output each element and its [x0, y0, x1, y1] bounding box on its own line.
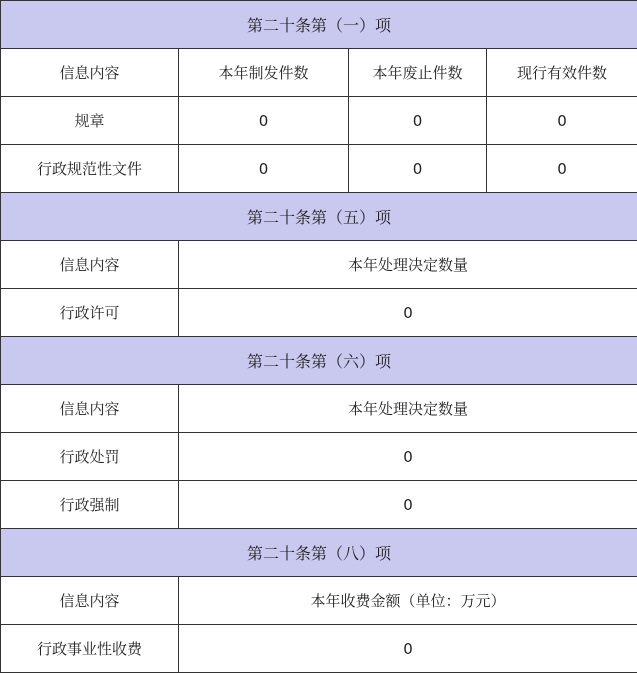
row-label: 行政强制: [1, 481, 179, 529]
row-label: 行政规范性文件: [1, 145, 179, 193]
column-header: 信息内容: [1, 385, 179, 433]
cell-value: 0: [179, 97, 349, 145]
cell-value: 0: [349, 97, 487, 145]
section-title: 第二十条第（六）项: [1, 337, 637, 385]
column-header: 现行有效件数: [487, 49, 637, 97]
row-label: 规章: [1, 97, 179, 145]
cell-value: 0: [487, 97, 637, 145]
section-header-8: [1, 529, 637, 577]
cell-value: 0: [179, 625, 637, 673]
column-header: 信息内容: [1, 577, 179, 625]
column-header: 信息内容: [1, 49, 179, 97]
column-header: 信息内容: [1, 241, 179, 289]
cell-value: 0: [179, 481, 637, 529]
column-header: 本年制发件数: [179, 49, 349, 97]
table-row: [1, 97, 637, 145]
row-label: 行政事业性收费: [1, 625, 179, 673]
column-header: 本年处理决定数量: [179, 241, 637, 289]
column-header: 本年处理决定数量: [179, 385, 637, 433]
table-row: [1, 145, 637, 193]
section-title: 第二十条第（八）项: [1, 529, 637, 577]
section-title: 第二十条第（一）项: [1, 1, 637, 49]
section-title: 第二十条第（五）项: [1, 193, 637, 241]
row-label: 行政许可: [1, 289, 179, 337]
section-header-6: [1, 337, 637, 385]
section-header-5: [1, 193, 637, 241]
table-row: [1, 433, 637, 481]
cell-value: 0: [349, 145, 487, 193]
table-row: [1, 481, 637, 529]
table-row: [1, 289, 637, 337]
cell-value: 0: [487, 145, 637, 193]
section-header-1: [1, 1, 637, 49]
cell-value: 0: [179, 145, 349, 193]
header-row: [1, 577, 637, 625]
header-row: [1, 241, 637, 289]
header-row: [1, 385, 637, 433]
header-row: [1, 49, 637, 97]
column-header: 本年废止件数: [349, 49, 487, 97]
cell-value: 0: [179, 433, 637, 481]
cell-value: 0: [179, 289, 637, 337]
row-label: 行政处罚: [1, 433, 179, 481]
table-row: [1, 625, 637, 673]
column-header: 本年收费金额（单位：万元）: [179, 577, 637, 625]
